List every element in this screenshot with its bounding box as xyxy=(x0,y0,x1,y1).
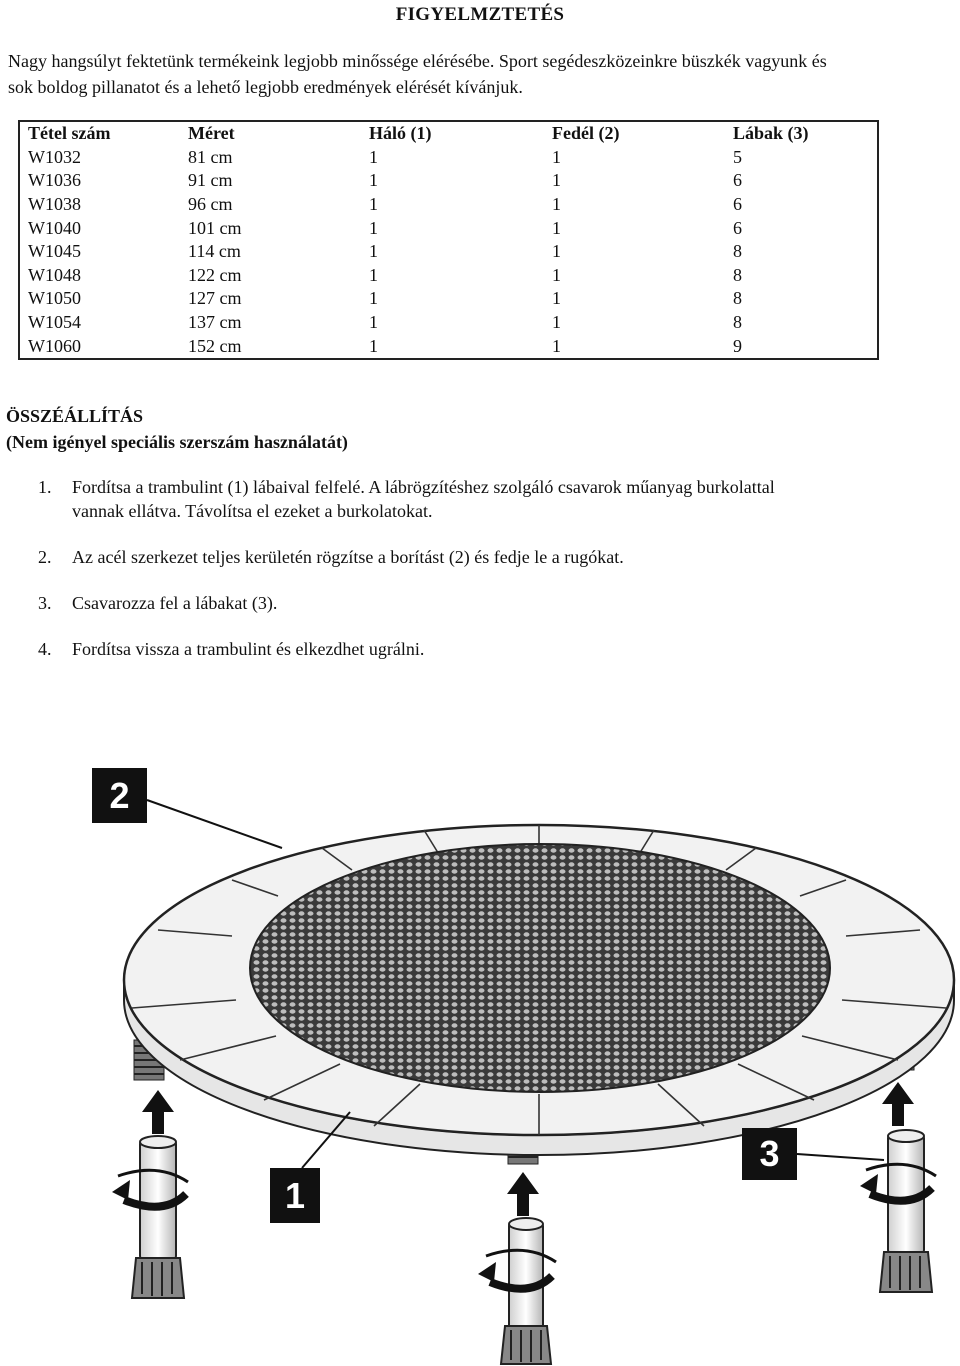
assembly-heading: ÖSSZÉÁLLÍTÁS xyxy=(6,406,144,426)
cell-legs: 8 xyxy=(733,264,742,285)
header-legs: Lábak (3) xyxy=(733,123,809,144)
cell-cover: 1 xyxy=(552,288,561,309)
cell-item-no: W1054 xyxy=(28,312,81,333)
table-row xyxy=(19,334,878,359)
list-item xyxy=(38,590,918,616)
header-cover: Fedél (2) xyxy=(552,123,620,144)
cell-item-no: W1045 xyxy=(28,241,81,262)
cell-cover: 1 xyxy=(552,264,561,285)
cell-legs: 8 xyxy=(733,288,742,309)
cell-net: 1 xyxy=(369,217,378,238)
table-row xyxy=(19,264,878,288)
list-item xyxy=(38,544,918,570)
intro-line-2: sok boldog pillanatot és a lehető legjobb eredmények elérését kívánjuk. xyxy=(8,77,523,97)
table-row xyxy=(19,216,878,240)
spec-table xyxy=(18,120,879,360)
step-text: Fordítsa a trambulint (1) lábaival felfelé. A lábrögzítéshez szolgáló csavarok műanyag burkolattal xyxy=(72,477,775,497)
cell-size: 122 cm xyxy=(188,264,242,285)
trampoline-assembly-illustration xyxy=(0,740,960,1366)
page-title: FIGYELMZTETÉS xyxy=(395,4,565,25)
assembly-subheading: (Nem igényel speciális szerszám használatát) xyxy=(6,432,348,452)
cell-legs: 6 xyxy=(733,217,742,238)
intro-paragraph xyxy=(8,48,948,100)
cell-legs: 6 xyxy=(733,170,742,191)
leg-center xyxy=(478,1218,556,1364)
step-number: 2. xyxy=(38,547,52,567)
cell-net: 1 xyxy=(369,241,378,262)
cell-item-no: W1038 xyxy=(28,194,81,215)
step-number: 3. xyxy=(38,593,52,613)
cell-legs: 5 xyxy=(733,146,742,167)
label-2-text: 2 xyxy=(109,775,130,816)
cell-item-no: W1050 xyxy=(28,288,81,309)
cell-legs: 6 xyxy=(733,194,742,215)
table-row xyxy=(19,311,878,335)
cell-cover: 1 xyxy=(552,194,561,215)
cell-legs: 8 xyxy=(733,312,742,333)
intro-line-1: Nagy hangsúlyt fektetünk termékeink legjobb minőssége elérésébe. Sport segédeszközeinkre büszkék vagyunk és xyxy=(8,51,827,71)
table-row xyxy=(19,193,878,217)
table-row xyxy=(19,146,878,170)
cell-net: 1 xyxy=(369,264,378,285)
assembly-section-heading xyxy=(6,403,348,455)
cell-cover: 1 xyxy=(552,170,561,191)
header-size: Méret xyxy=(188,123,235,144)
cell-size: 96 cm xyxy=(188,194,233,215)
cell-net: 1 xyxy=(369,146,378,167)
label-2-pointer xyxy=(147,800,282,848)
cell-size: 81 cm xyxy=(188,146,233,167)
cell-net: 1 xyxy=(369,312,378,333)
cell-cover: 1 xyxy=(552,335,561,356)
step-number: 1. xyxy=(38,477,52,497)
cell-item-no: W1032 xyxy=(28,146,81,167)
cell-net: 1 xyxy=(369,288,378,309)
label-3-pointer xyxy=(797,1154,884,1160)
table-row xyxy=(19,240,878,264)
leg-left xyxy=(112,1136,188,1298)
cell-item-no: W1036 xyxy=(28,170,81,191)
cell-cover: 1 xyxy=(552,217,561,238)
label-3-text: 3 xyxy=(759,1133,780,1174)
cell-cover: 1 xyxy=(552,241,561,262)
step-number: 4. xyxy=(38,639,52,659)
list-item xyxy=(38,474,918,524)
arrow-up-icon xyxy=(882,1082,914,1126)
step-text: Fordítsa vissza a trambulint és elkezdhet ugrálni. xyxy=(72,639,425,659)
cell-legs: 9 xyxy=(733,335,742,356)
assembly-steps xyxy=(38,474,918,682)
table-header-row xyxy=(19,121,878,146)
cell-item-no: W1040 xyxy=(28,217,81,238)
cell-net: 1 xyxy=(369,170,378,191)
cell-size: 91 cm xyxy=(188,170,233,191)
jumping-mat-net xyxy=(250,844,830,1092)
cell-cover: 1 xyxy=(552,146,561,167)
cell-item-no: W1060 xyxy=(28,335,81,356)
cell-net: 1 xyxy=(369,194,378,215)
header-net: Háló (1) xyxy=(369,123,432,144)
header-item-no: Tétel szám xyxy=(28,123,111,144)
step-text: Csavarozza fel a lábakat (3). xyxy=(72,593,278,613)
label-1-text: 1 xyxy=(284,1175,306,1216)
cell-net: 1 xyxy=(369,335,378,356)
cell-size: 114 cm xyxy=(188,241,241,262)
cell-size: 127 cm xyxy=(188,288,242,309)
table-row xyxy=(19,169,878,193)
cell-size: 152 cm xyxy=(188,335,242,356)
cell-item-no: W1048 xyxy=(28,264,81,285)
step-text: Az acél szerkezet teljes kerületén rögzítse a borítást (2) és fedje le a rugókat. xyxy=(72,547,624,567)
cell-size: 137 cm xyxy=(188,312,242,333)
cell-cover: 1 xyxy=(552,312,561,333)
list-item xyxy=(38,636,918,662)
arrow-up-icon xyxy=(507,1172,539,1216)
cell-legs: 8 xyxy=(733,241,742,262)
cell-size: 101 cm xyxy=(188,217,242,238)
step-text-continued: vannak ellátva. Távolítsa el ezeket a burkolatokat. xyxy=(72,501,433,521)
table-row xyxy=(19,287,878,311)
arrow-up-icon xyxy=(142,1090,174,1134)
leg-right xyxy=(860,1130,936,1292)
